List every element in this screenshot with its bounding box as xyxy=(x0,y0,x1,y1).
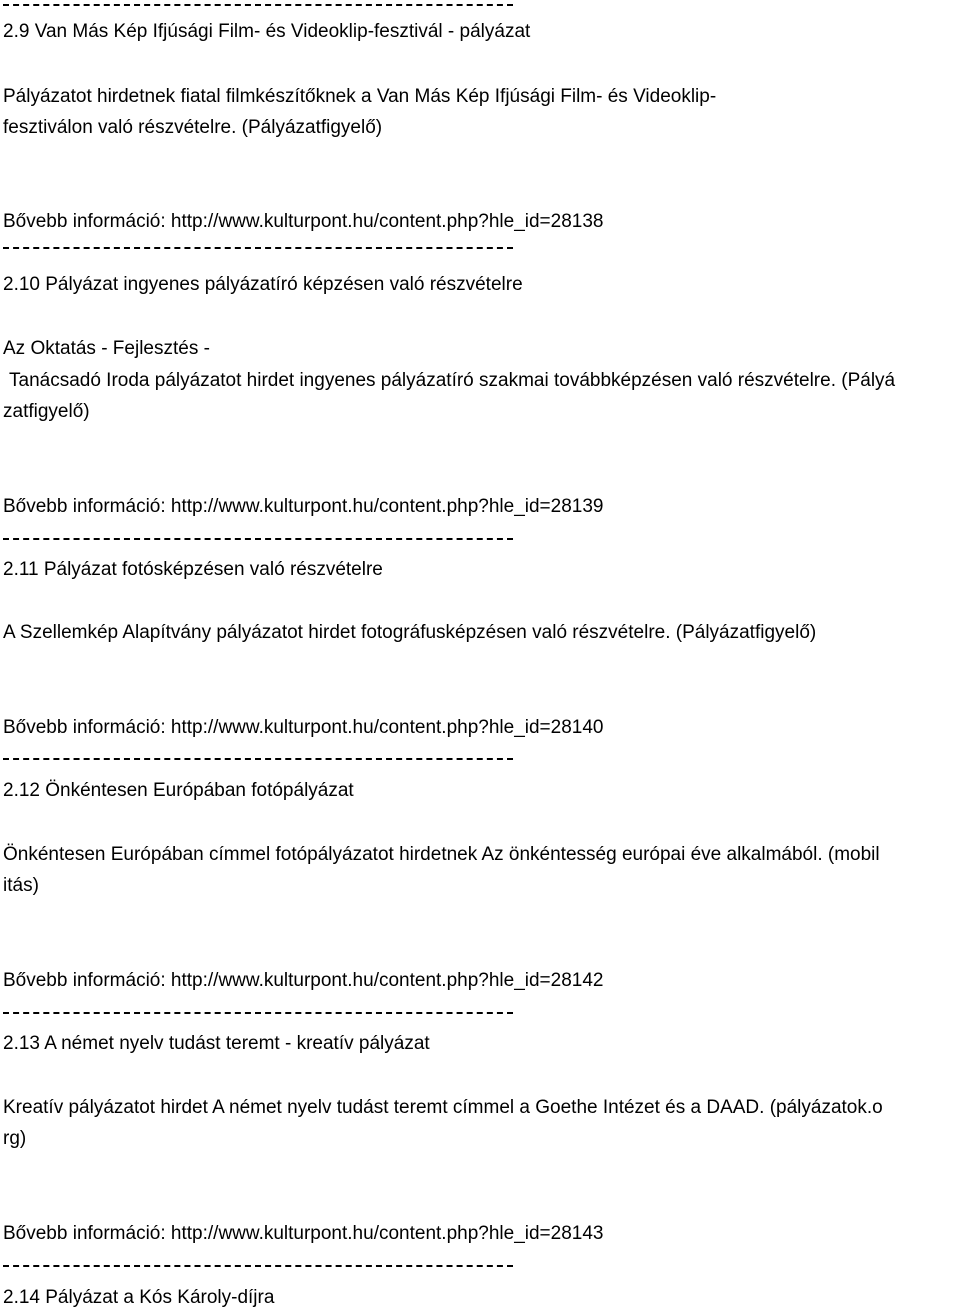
section-body-line: rg) xyxy=(3,1128,27,1149)
more-info-link[interactable]: Bővebb információ: http://www.kulturpont.hu/content.php?hle_id=28140 xyxy=(3,717,604,738)
section-body-line: Pályázatot hirdetnek fiatal filmkészítőknek a Van Más Kép Ifjúsági Film- és Videoklip- xyxy=(3,86,717,107)
separator-line xyxy=(3,758,513,760)
more-info-link[interactable]: Bővebb információ: http://www.kulturpont.hu/content.php?hle_id=28143 xyxy=(3,1223,604,1244)
more-info-link[interactable]: Bővebb információ: http://www.kulturpont.hu/content.php?hle_id=28142 xyxy=(3,970,604,991)
more-info-link[interactable]: Bővebb információ: http://www.kulturpont.hu/content.php?hle_id=28139 xyxy=(3,496,604,517)
section-body-line: itás) xyxy=(3,875,39,896)
section-body-line: A Szellemkép Alapítvány pályázatot hirdet fotográfusképzésen való részvételre. (Pályázatfigyelő) xyxy=(3,622,817,643)
section-body-line: zatfigyelő) xyxy=(3,401,90,422)
section-heading: 2.9 Van Más Kép Ifjúsági Film- és Videoklip-fesztivál - pályázat xyxy=(3,21,531,42)
separator-line xyxy=(3,1012,513,1014)
separator-line xyxy=(3,4,513,6)
section-body-line: Tanácsadó Iroda pályázatot hirdet ingyenes pályázatíró szakmai továbbképzésen való részvételre. (Pályá xyxy=(9,370,896,391)
more-info-link[interactable]: Bővebb információ: http://www.kulturpont.hu/content.php?hle_id=28138 xyxy=(3,211,604,232)
section-heading: 2.10 Pályázat ingyenes pályázatíró képzésen való részvételre xyxy=(3,274,523,295)
separator-line xyxy=(3,538,513,540)
separator-line xyxy=(3,1265,513,1267)
section-body-line: Kreatív pályázatot hirdet A német nyelv tudást teremt címmel a Goethe Intézet és a DAAD. (pályázatok.o xyxy=(3,1097,883,1118)
section-body-line: fesztiválon való részvételre. (Pályázatfigyelő) xyxy=(3,117,383,138)
separator-line xyxy=(3,247,513,249)
section-heading: 2.12 Önkéntesen Európában fotópályázat xyxy=(3,780,354,801)
section-heading: 2.11 Pályázat fotósképzésen való részvételre xyxy=(3,559,383,580)
section-heading: 2.13 A német nyelv tudást teremt - kreatív pályázat xyxy=(3,1033,430,1054)
section-body-line: Az Oktatás - Fejlesztés - xyxy=(3,338,210,359)
section-body-line: Önkéntesen Európában címmel fotópályázatot hirdetnek Az önkéntesség európai éve alkalmából. (mobil xyxy=(3,844,880,865)
section-heading: 2.14 Pályázat a Kós Károly-díjra xyxy=(3,1287,275,1308)
